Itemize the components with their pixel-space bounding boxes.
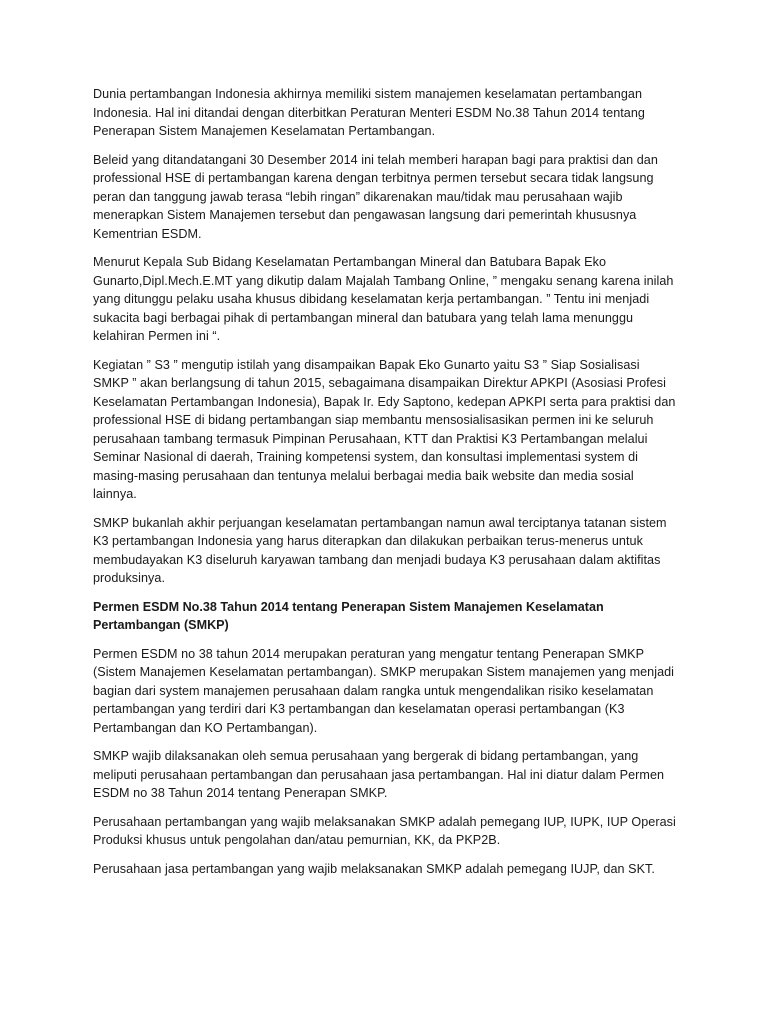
- paragraph-perusahaan-jasa: Perusahaan jasa pertambangan yang wajib melaksanakan SMKP adalah pemegang IUJP, dan SKT.: [93, 861, 655, 876]
- paragraph-kepala-sub-bidang: Menurut Kepala Sub Bidang Keselamatan Pertambangan Mineral dan Batubara Bapak Eko Gunarto,Dipl.Mech.E.MT yang dikutip dalam Majalah Tambang Online, ” mengaku senang karena inilah yang ditunggu pelaku usaha khusus dibidang keselamatan kerja pertambangan. ” Tentu ini menjadi sukacita bagi berbagai pihak di pertambangan mineral dan batubara yang telah lama menunggu kelahiran Permen ini “.: [93, 255, 674, 343]
- paragraph-smkp-perjuangan: SMKP bukanlah akhir perjuangan keselamatan pertambangan namun awal terciptanya tatanan sistem K3 pertambangan Indonesia yang harus diterapkan dan dilakukan perbaikan terus-menerus untuk membudayakan K3 diseluruh karyawan tambang dan menjadi budaya K3 perusahaan dalam aktifitas produksinya.: [93, 515, 667, 585]
- paragraph-permen-definition: Permen ESDM no 38 tahun 2014 merupakan peraturan yang mengatur tentang Penerapan SMKP (Sistem Manajemen Keselamatan pertambangan). SMKP merupakan Sistem manajemen yang menjadi bagian dari system manajemen perusahaan dalam rangka untuk mengendalikan risiko keselamatan pertambangan yang terdiri dari K3 pertambangan dan keselamatan operasi pertambangan (K3 Pertambangan dan KO Pertambangan).: [93, 646, 675, 735]
- paragraph-kegiatan-s3: Kegiatan ” S3 ” mengutip istilah yang disampaikan Bapak Eko Gunarto yaitu S3 ” Siap Sosialisasi SMKP ” akan berlangsung di tahun 2015, sebagaimana disampaikan Direktur APKPI (Asosiasi Profesi Keselamatan Pertambangan Indonesia), Bapak Ir. Edy Saptono, kedepan APKPI serta para praktisi dan professional HSE di bidang pertambangan siap membantu mensosialisasikan permen ini ke seluruh perusahaan tambang termasuk Pimpinan Perusahaan, KTT dan Praktisi K3 Pertambangan melalui Seminar Nasional di daerah, Training kompetensi system, dan konsultasi implementasi system di masing-masing perusahaan dan tentunya melalui berbagai media baik website dan media sosial lainnya.: [93, 357, 676, 501]
- paragraph-smkp-wajib: SMKP wajib dilaksanakan oleh semua perusahaan yang bergerak di bidang pertambangan, yang meliputi perusahaan pertambangan dan perusahaan jasa pertambangan. Hal ini diatur dalam Permen ESDM no 38 Tahun 2014 tentang Penerapan SMKP.: [93, 749, 665, 800]
- paragraph-beleid: Beleid yang ditandatangani 30 Desember 2014 ini telah memberi harapan bagi para praktisi dan dan professional HSE di pertambangan karena dengan terbitnya permen tersebut secara tidak langsung peran dan tanggung jawab terasa “lebih ringan” dikarenakan mau/tidak mau perusahaan wajib menerapkan Sistem Manajemen tersebut dan pengawasan langsung dari pemerintah khususnya Kementrian ESDM.: [93, 152, 658, 241]
- paragraph-perusahaan-pertambangan: Perusahaan pertambangan yang wajib melaksanakan SMKP adalah pemegang IUP, IUPK, IUP Operasi Produksi khusus untuk pengolahan dan/atau pemurnian, KK, da PKP2B.: [93, 814, 676, 847]
- section-heading: Permen ESDM No.38 Tahun 2014 tentang Penerapan Sistem Manajemen Keselamatan Pertambangan (SMKP): [93, 599, 604, 632]
- paragraph-intro: Dunia pertambangan Indonesia akhirnya memiliki sistem manajemen keselamatan pertambangan Indonesia. Hal ini ditandai dengan diterbitkan Peraturan Menteri ESDM No.38 Tahun 2014 tentang Penerapan Sistem Manajemen Keselamatan Pertambangan.: [93, 87, 645, 138]
